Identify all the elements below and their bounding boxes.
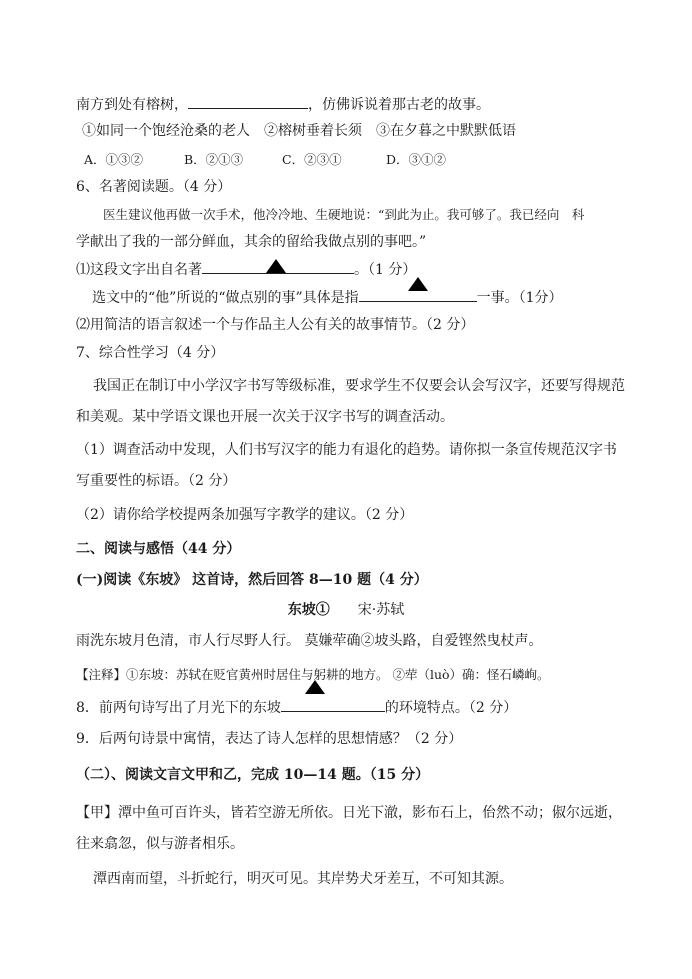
q7-sub2: （2）请你给学校提两条加强写字教学的建议。（2 分） (76, 507, 414, 523)
q6-quote-line1: 医生建议他再做一次手术，他冷冷地、生硬地说：“到此为止。我可够了。我已经向 科 (103, 207, 585, 222)
q7-heading: 7、综合性学习（4 分） (76, 345, 225, 361)
q5-option-b[interactable]: B．②①③ (184, 152, 244, 167)
q6-sub1b-before: 选文中的“他”所说的“做点别的事”具体是指 (92, 290, 359, 306)
poem-author: 宋·苏轼 (357, 602, 405, 618)
q6-sub1-before: ⑴这段文字出自名著 (76, 262, 202, 278)
q7-sub1-line2: 写重要性的标语。（2 分） (76, 473, 237, 489)
q7-sub1-line1: （1）调查活动中发现，人们书写汉字的能力有退化的趋势。请你拟一条宣传规范汉字书 (76, 442, 617, 458)
q6-quote-line2: 学献出了我的一部分鲜血，其余的留给我做点别的事吧。” (76, 234, 427, 250)
poem-title: 东坡① (287, 602, 330, 618)
q6-sub1b (92, 287, 563, 308)
q6-sub1 (76, 259, 416, 280)
q9: 9．后两句诗景中寓情，表达了诗人怎样的思想情感？（2 分） (76, 731, 463, 747)
q5-options (84, 150, 446, 170)
q8 (76, 697, 517, 718)
q5-answer-blank[interactable] (188, 94, 308, 109)
part2-heading: （二）、阅读文言文甲和乙，完成 10—14 题。（15 分） (76, 767, 430, 783)
poem-title-row (0, 600, 692, 620)
q5-sentence-after: ，仿佛诉说着那古老的故事。 (308, 97, 490, 113)
part1-heading: (一)阅读《东坡》 这首诗，然后回答 8—10 题（4 分） (76, 572, 428, 588)
q6-sub1b-after: 一事。（1分） (476, 290, 563, 306)
q5-sentence-before: 南方到处有榕树， (76, 97, 188, 113)
q7-intro-line1: 我国正在制订中小学汉字书写等级标准，要求学生不仅要会认会写汉字，还要写得规范 (93, 378, 625, 394)
jia-line2: 往来翕忽，似与游者相乐。 (76, 836, 244, 852)
q5-option-a[interactable]: A．①③② (84, 152, 144, 167)
triangle-marker-icon (266, 259, 286, 273)
q5-option-c[interactable]: C．②③① (282, 152, 342, 167)
triangle-marker-icon (305, 680, 325, 694)
q6-sub1-after: 。（1 分） (354, 262, 417, 278)
q6-sub2: ⑵用简洁的语言叙述一个与作品主人公有关的故事情节。（2 分） (76, 317, 475, 333)
q8-before: 8．前两句诗写出了月光下的东坡 (76, 700, 281, 716)
q8-blank[interactable] (281, 697, 385, 712)
q5-sentence (76, 94, 490, 115)
jia-line3: 潭西南而望，斗折蛇行，明灭可见。其岸势犬牙差互，不可知其源。 (93, 871, 513, 887)
q6-heading: 6、名著阅读题。（4 分） (76, 179, 232, 195)
q5-phrases: ①如同一个饱经沧桑的老人 ②榕树垂着长须 ③在夕暮之中默默低语 (82, 123, 516, 139)
jia-line1: 【甲】潭中鱼可百许头，皆若空游无所依。日光下澈，影布石上，佁然不动；俶尔远逝， (76, 805, 622, 821)
q7-intro-line2: 和美观。某中学语文课也开展一次关于汉字书写的调查活动。 (76, 409, 454, 425)
q5-option-d[interactable]: D．③①② (386, 152, 447, 167)
section2-heading: 二、阅读与感悟（44 分） (76, 541, 241, 557)
poem-note: 【注释】①东坡：苏轼在贬官黄州时居住与躬耕的地方。 ②荦（luò）确：怪石嶙峋。 (76, 667, 550, 682)
q8-after: 的环境特点。（2 分） (384, 700, 518, 716)
triangle-marker-icon (408, 277, 428, 291)
poem-text: 雨洗东坡月色清，市人行尽野人行。 莫嫌荦确②坡头路，自爱铿然曳杖声。 (76, 633, 543, 649)
